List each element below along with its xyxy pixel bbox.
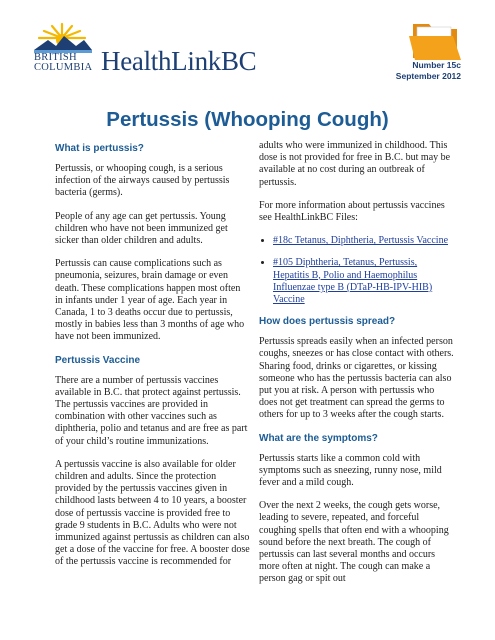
paragraph: People of any age can get pertussis. Young children who have not been immunized get sicker than older children and adults.: [55, 210, 228, 247]
left-column: [55, 143, 250, 580]
bc-line-columbia: COLUMBIA: [34, 62, 93, 73]
link-file-105[interactable]: #105 Diphtheria, Tetanus, Pertussis, Hepatitis B, Polio and Haemophilus Influenzae type B (DTaP-HB-IPV-HIB) Vaccine: [273, 257, 433, 306]
bc-wordmark: [34, 53, 104, 73]
paragraph: Pertussis, or whooping cough, is a serious infection of the airways caused by pertussis bacteria (germs).: [55, 163, 230, 199]
related-files-list: [259, 235, 455, 306]
paragraph: Pertussis can cause complications such as pneumonia, seizures, brain damage or even death. These complications happen most often in infants under 1 year of age. Each year in Canada, 1 to 3 deaths occur due to pertussis, mostly in babies less than 3 months of age who have not been immunized.: [55, 258, 245, 343]
heading-what-is-pertussis: What is pertussis?: [55, 143, 144, 154]
document-header: [0, 0, 495, 100]
page-title: Pertussis (Whooping Cough): [106, 108, 389, 131]
document-number: [396, 60, 461, 82]
heading-how-does-pertussis-spread: How does pertussis spread?: [259, 316, 396, 328]
folder-icon: [405, 18, 463, 64]
paragraph: Over the next 2 weeks, the cough gets worse, leading to severe, repeated, and forceful coughing spells that often end with a whooping sound before the next breath. The cough of pertussis can last several months and occurs more often at night. The cough can make a person gag or spit out: [259, 500, 449, 585]
paragraph: There are a number of pertussis vaccines available in B.C. that protect against pertussis. The pertussis vaccines are provided in combination with other vaccines such as diphtheria, polio and tetanus and are free as part of your child’s routine immunizations.: [55, 374, 248, 447]
bc-line-british: BRITISH: [34, 52, 77, 63]
file-number: Number 15c: [412, 60, 461, 70]
right-column: [259, 140, 455, 597]
list-item: [273, 257, 455, 306]
paragraph: A pertussis vaccine is also available for older children and adults. Since the protection provided by the pertussis vaccines given in childhood lasts between 4 to 10 years, a booster dose of pertussis vaccine is provided free to grade 9 students in B.C. Adults who were not immunized against pertussis as children can also get a dose of the vaccine for free. A booster dose of the pertussis vaccine is recommended for: [55, 458, 250, 568]
paragraph: Pertussis spreads easily when an infected person coughs, sneezes or has close contact with others. Sharing food, drinks or cigarettes, or kissing someone who has the pertussis bacteria can also put you at risk. A person with pertussis who does not get treatment can spread the germs to others for up to 3 weeks after the cough starts.: [259, 336, 454, 421]
brand-name: HealthLinkBC: [101, 46, 257, 76]
paragraph: Pertussis starts like a common cold with symptoms such as sneezing, runny nose, mild fever and a mild cough.: [259, 452, 442, 489]
file-date: September 2012: [395, 71, 461, 81]
list-item: [273, 235, 455, 247]
heading-what-are-the-symptoms: What are the symptoms?: [259, 432, 378, 444]
link-file-18c[interactable]: #18c Tetanus, Diphtheria, Pertussis Vaccine: [273, 235, 449, 247]
paragraph: For more information about pertussis vaccines see HealthLinkBC Files:: [259, 199, 445, 224]
paragraph: adults who were immunized in childhood. This dose is not provided for free in B.C. but may be available at no cost during an outbreak of pertussis.: [259, 140, 451, 188]
heading-pertussis-vaccine: Pertussis Vaccine: [55, 354, 141, 366]
